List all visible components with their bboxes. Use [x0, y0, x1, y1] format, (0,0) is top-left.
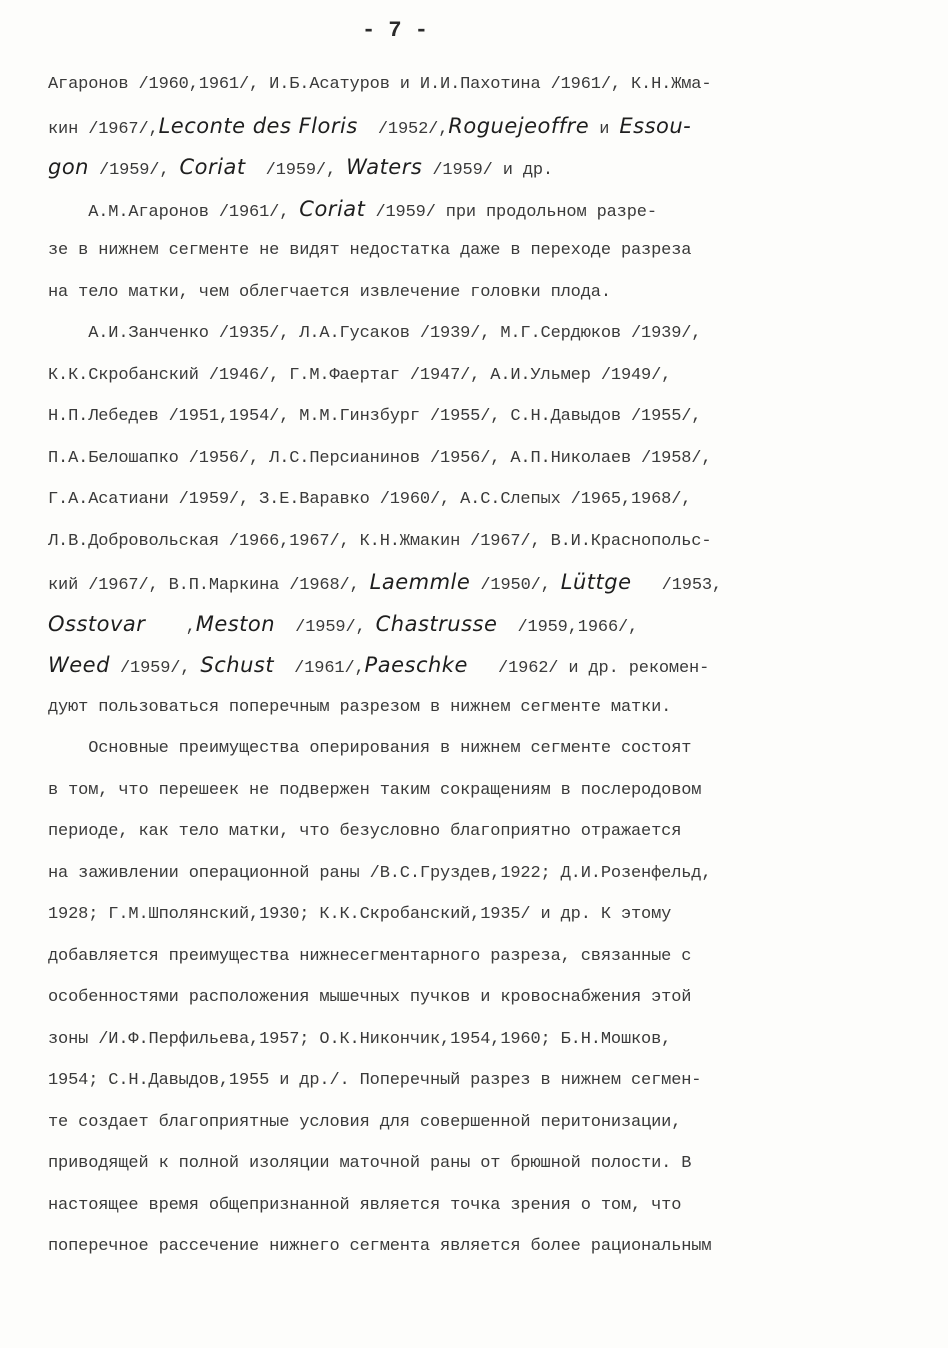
text-line [48, 1143, 904, 1185]
text-line [48, 562, 904, 604]
text-line [48, 728, 904, 770]
typed-text: 1928; Г.М.Шполянский,1930; К.К.Скробанский,1935/ и др. К этому [48, 905, 672, 924]
typed-text: зоны /И.Ф.Перфильева,1957; О.К.Никончик,1954,1960; Б.Н.Мошков, [48, 1029, 672, 1049]
typed-text: настоящее время общепризнанной является точка зрения о том, что [48, 1195, 682, 1215]
typed-text: /1961/, [274, 659, 365, 678]
page-number: - 7 - [361, 18, 428, 43]
typed-text: А.М.Агаронов /1961/, [48, 202, 300, 222]
typed-text: П.А.Белошапко /1956/, Л.С.Персианинов /1956/, А.П.Николаев /1958/, [48, 448, 712, 468]
typed-text: К.К.Скробанский /1946/, Г.М.Фаертаг /1947/, А.И.Ульмер /1949/, [48, 365, 672, 385]
text-line [48, 438, 904, 480]
text-line [48, 106, 904, 148]
text-line [48, 147, 904, 189]
typed-text: /1953, [631, 576, 722, 595]
text-line [48, 604, 904, 646]
handwritten-author-name: Weed [48, 653, 110, 677]
handwritten-author-name: Schust [200, 653, 275, 677]
handwritten-author-name: Meston [195, 611, 276, 636]
text-line [48, 936, 904, 978]
typed-text: приводящей к полной изоляции маточной раны от брюшной полости. В [48, 1154, 692, 1173]
typed-text: /1959/, [89, 161, 180, 180]
text-line [48, 313, 904, 355]
typed-text: поперечное рассечение нижнего сегмента является более рациональным [48, 1237, 712, 1256]
typed-text: /1959/ и др. [422, 161, 553, 180]
text-line [48, 1060, 904, 1102]
typed-text: Агаронов /1960,1961/, И.Б.Асатуров и И.И.Пахотина /1961/, К.Н.Жма- [48, 75, 712, 94]
typed-text: /1959/, [245, 161, 347, 180]
handwritten-author-name: Leconte des Floris [158, 113, 358, 138]
text-line [48, 811, 904, 853]
typed-text: Г.А.Асатиани /1959/, З.Е.Варавко /1960/, А.С.Слепых /1965,1968/, [48, 490, 692, 509]
text-line [48, 770, 904, 812]
typed-text: и [589, 119, 620, 139]
typed-text: /1959/, [275, 617, 376, 637]
typed-text: периоде, как тело матки, что безусловно благоприятно отражается [48, 822, 682, 841]
typed-text: /1952/, [357, 119, 449, 139]
typed-text: на заживлении операционной раны /В.С.Груздев,1922; Д.И.Розенфельд, [48, 863, 712, 883]
typed-text: /1959/ при продольном разре- [365, 202, 657, 222]
text-line [48, 1226, 904, 1268]
typed-text: Л.В.Добровольская /1966,1967/, К.Н.Жмакин /1967/, В.И.Краснопольс- [48, 531, 712, 551]
typed-text: на тело матки, чем облегчается извлечение головки плода. [48, 282, 611, 302]
handwritten-author-name: Laemmle [369, 570, 471, 594]
typed-text: 1954; С.Н.Давыдов,1955 и др./. Поперечный разрез в нижнем сегмен- [48, 1071, 702, 1090]
typed-text: дуют пользоваться поперечным разрезом в нижнем сегменте матки. [48, 697, 672, 717]
text-line [48, 645, 904, 687]
typed-text: добавляется преимущества нижнесегментарного разреза, связанные с [48, 946, 692, 966]
text-line [48, 521, 904, 563]
typed-text: те создает благоприятные условия для совершенной перитонизации, [48, 1112, 682, 1132]
text-line [48, 189, 904, 231]
handwritten-author-name: Paeschke [364, 653, 468, 677]
handwritten-author-name: Coriat [299, 196, 366, 221]
text-line [48, 853, 904, 895]
typed-text: /1950/, [470, 576, 561, 595]
handwritten-author-name: Coriat [179, 155, 246, 179]
text-line [48, 1185, 904, 1227]
body-text [48, 64, 904, 1268]
text-line [48, 479, 904, 521]
typed-text: кин /1967/, [48, 119, 159, 139]
handwritten-author-name: Waters [346, 155, 423, 179]
typed-text: /1962/ и др. рекомен- [467, 659, 710, 678]
handwritten-author-name: Roguejeoffre [448, 113, 590, 138]
handwritten-author-name: gon [48, 155, 89, 179]
text-line [48, 64, 904, 106]
text-line [48, 894, 904, 936]
typed-text: зе в нижнем сегменте не видят недостатка даже в переходе разреза [48, 241, 692, 260]
typed-text: А.И.Занченко /1935/, Л.А.Гусаков /1939/, М.Г.Сердюков /1939/, [48, 324, 702, 343]
typed-text: , [145, 617, 196, 637]
typed-text: кий /1967/, В.П.Маркина /1968/, [48, 576, 370, 595]
text-line [48, 687, 904, 729]
text-line [48, 272, 904, 314]
handwritten-author-name: Lüttge [560, 570, 632, 594]
typed-text: в том, что перешеек не подвержен таким сокращениям в послеродовом [48, 780, 702, 800]
typed-text: особенностями расположения мышечных пучков и кровоснабжения этой [48, 988, 692, 1007]
typed-text: /1959/, [109, 659, 201, 678]
typed-text: Н.П.Лебедев /1951,1954/, М.М.Гинзбург /1955/, С.Н.Давыдов /1955/, [48, 407, 702, 426]
text-line [48, 1019, 904, 1061]
text-line [48, 977, 904, 1019]
handwritten-author-name: Osstovar [48, 611, 146, 636]
typed-text: /1959,1966/, [497, 617, 639, 637]
text-line [48, 355, 904, 397]
handwritten-author-name: Chastrusse [375, 611, 498, 636]
typed-text: Основные преимущества оперирования в нижнем сегменте состоят [48, 739, 692, 758]
text-line [48, 230, 904, 272]
text-line [48, 1102, 904, 1144]
handwritten-author-name: Essou- [619, 113, 692, 138]
text-line [48, 396, 904, 438]
